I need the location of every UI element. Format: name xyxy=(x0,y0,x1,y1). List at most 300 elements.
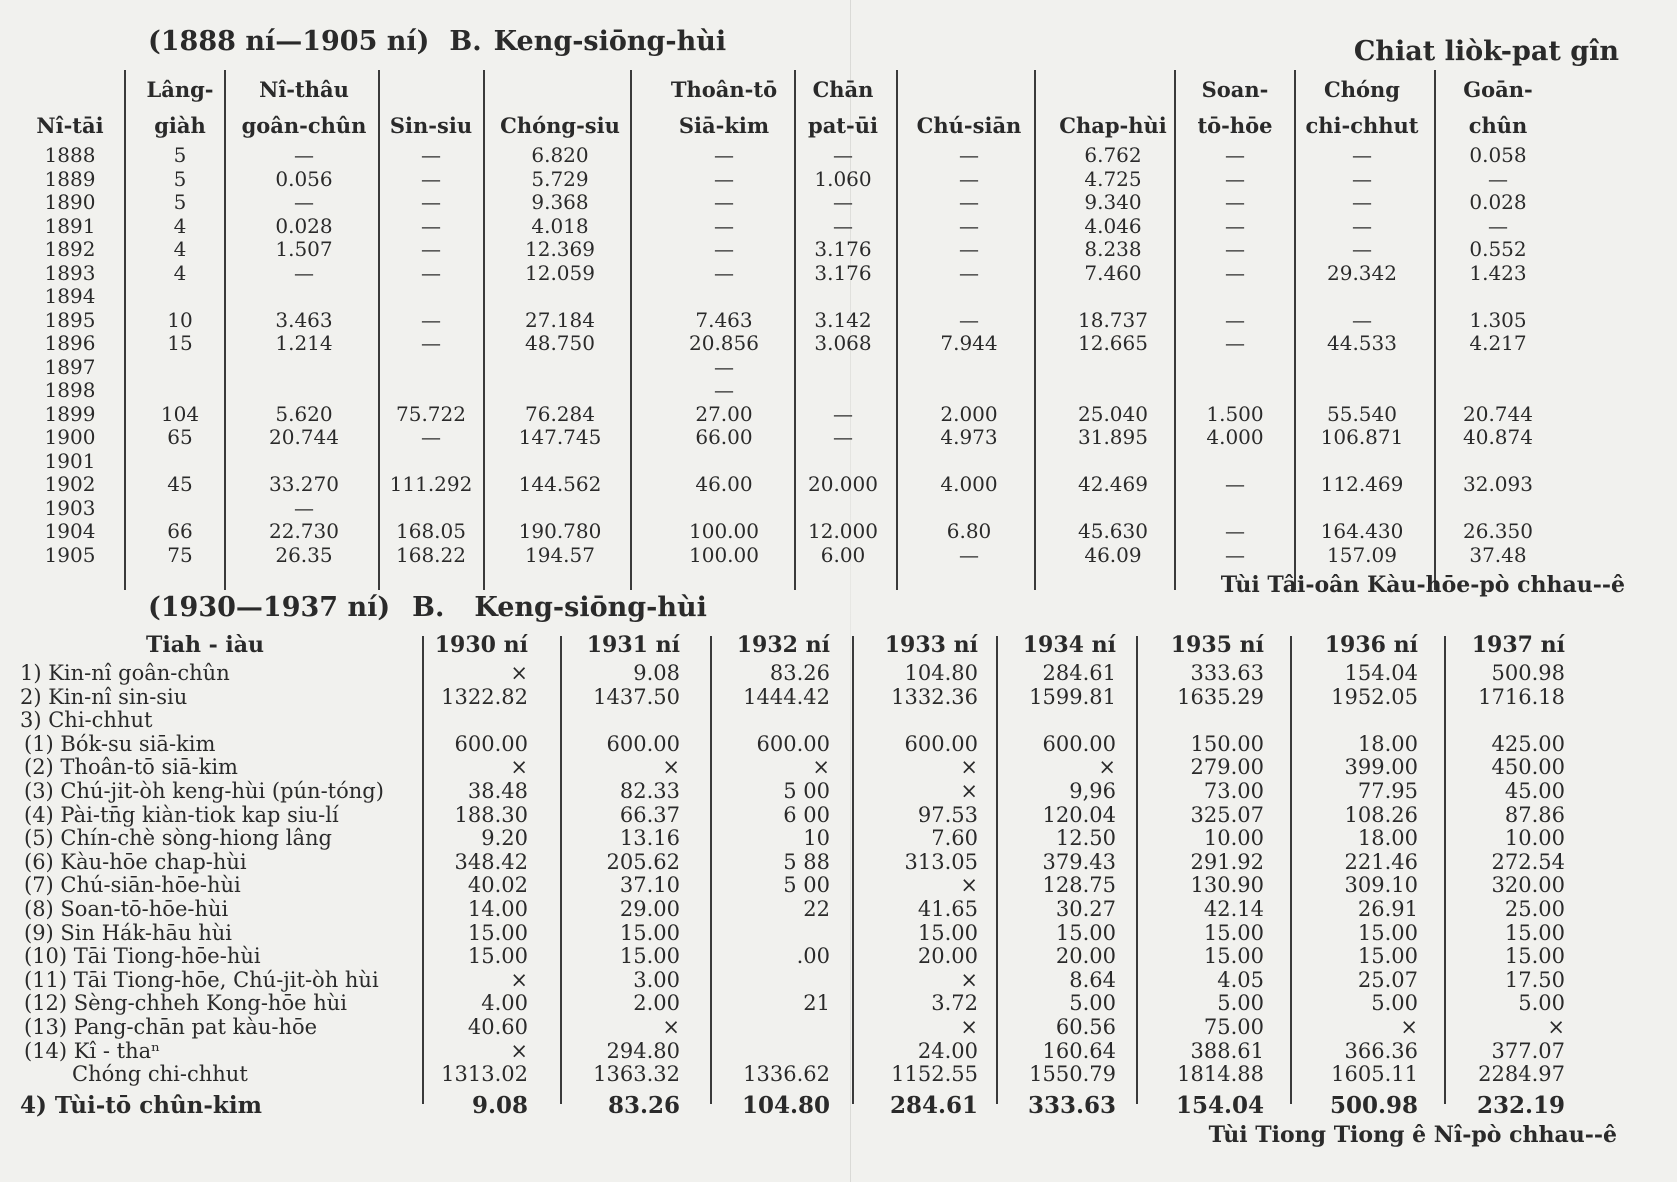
table2-cell: 15.00 xyxy=(619,920,680,945)
table1-cell: 168.05 xyxy=(396,519,466,543)
table2-cell: × xyxy=(662,755,680,780)
table1-cell: 1896 xyxy=(44,331,96,355)
table2-header-row xyxy=(20,626,1665,662)
table1-cell: 1894 xyxy=(44,284,96,308)
table1-cell: 0.058 xyxy=(1469,143,1527,167)
column-divider xyxy=(630,70,632,590)
table2-cell: 18.00 xyxy=(1357,731,1418,756)
table1-cell: — xyxy=(959,213,979,238)
table2-cell: 232.19 xyxy=(1476,1091,1565,1119)
table1-header-row xyxy=(28,64,1664,144)
table1-cell: 1904 xyxy=(44,519,96,543)
table2-cell: 45.00 xyxy=(1504,778,1565,803)
table2-cell: 37.10 xyxy=(619,873,680,898)
table1-cell: — xyxy=(714,190,734,214)
table1-header-7 xyxy=(904,108,1034,144)
table2-source-note: Tùi Tiong Tiong ê Nî-pò chhau--ê xyxy=(1208,1122,1617,1148)
table-row xyxy=(28,403,1664,427)
table2-row-label: (6) Kàu-hōe chap-hùi xyxy=(24,849,247,874)
table1-cell: 1.060 xyxy=(814,166,872,191)
table-row xyxy=(28,426,1664,450)
table2-cell: 1550.79 xyxy=(1029,1062,1116,1087)
table2-cell: 8.64 xyxy=(1069,967,1116,992)
column-divider xyxy=(996,636,998,1104)
table1-cell: 7.944 xyxy=(940,331,998,355)
table2-row-label: (13) Pang-chān pat kàu-hōe xyxy=(24,1014,318,1039)
column-divider xyxy=(1444,636,1446,1104)
table1-header-line2: Nî-tāi xyxy=(36,113,104,138)
table2-cell: 1952.05 xyxy=(1331,684,1418,709)
table1-cell: — xyxy=(833,190,853,214)
table-row xyxy=(20,1091,1665,1121)
table2-cell: 83.26 xyxy=(769,661,830,685)
table1-cell: — xyxy=(1488,166,1508,191)
table1-cell: 20.856 xyxy=(689,331,759,355)
table2-cell: × xyxy=(960,755,978,780)
table2-cell: 66.37 xyxy=(619,802,680,827)
table1-title-years: (1888 ní—1905 ní) xyxy=(148,26,430,57)
table1-cell: 1889 xyxy=(44,166,96,191)
table1-header-line2: Siā-kim xyxy=(678,113,770,138)
table1-cell: 6.820 xyxy=(531,143,589,167)
column-divider xyxy=(124,70,126,590)
table2-cell: 5.00 xyxy=(1069,991,1116,1016)
table1-cell: — xyxy=(1225,260,1245,285)
table2-cell: 15.00 xyxy=(917,920,978,945)
table1-cell: — xyxy=(959,542,979,567)
table2-row-label: (10) Tāi Tiong-hōe-hùi xyxy=(24,944,261,969)
table1-cell: 194.57 xyxy=(525,542,595,567)
table1-cell: 112.469 xyxy=(1320,472,1404,496)
column-divider xyxy=(896,70,898,590)
table2-cell: 5.00 xyxy=(1518,991,1565,1016)
table2-cell: 15.00 xyxy=(467,944,528,969)
table1-cell: — xyxy=(1225,307,1245,332)
table2-cell: 600.00 xyxy=(1042,731,1116,756)
table-row xyxy=(20,756,1665,780)
table1-header-1 xyxy=(135,72,225,144)
table-row xyxy=(28,191,1664,215)
table2-cell: 160.64 xyxy=(1042,1038,1116,1063)
table2-cell: 25.00 xyxy=(1504,896,1565,921)
table1-cell: 0.028 xyxy=(275,213,333,238)
table2-cell: 388.61 xyxy=(1190,1038,1264,1063)
table1-cell: — xyxy=(959,260,979,285)
table2-cell: 154.04 xyxy=(1175,1091,1264,1119)
column-divider xyxy=(1034,70,1036,590)
table1-cell: — xyxy=(1488,213,1508,238)
table2-cell: 294.80 xyxy=(606,1038,680,1063)
table1-header-line1: Lâng- xyxy=(146,77,214,102)
table1-cell: — xyxy=(421,307,441,332)
table-row xyxy=(20,1040,1665,1064)
table2-cell: 5 88 xyxy=(783,849,830,874)
table-row xyxy=(20,804,1665,828)
table1-cell: 106.871 xyxy=(1320,425,1404,449)
table1-cell: 55.540 xyxy=(1327,401,1397,426)
table1-cell: 5.729 xyxy=(531,166,589,191)
table2-cell: × xyxy=(1547,1014,1565,1039)
table2-cell: 15.00 xyxy=(467,920,528,945)
table2-cell: 24.00 xyxy=(917,1038,978,1063)
table2-cell: 75.00 xyxy=(1203,1014,1264,1039)
table1-cell: — xyxy=(294,495,314,520)
column-divider xyxy=(1136,636,1138,1104)
table1-cell: 5.620 xyxy=(275,401,333,426)
table1-body xyxy=(28,144,1664,567)
table1-cell: 37.48 xyxy=(1469,542,1527,567)
table1-cell: — xyxy=(1225,143,1245,167)
table1-cell: 6.762 xyxy=(1084,143,1142,167)
table1-cell: 66.00 xyxy=(695,425,753,449)
table1-title xyxy=(148,26,726,57)
table2-cell: 600.00 xyxy=(904,731,978,756)
table1-cell: 1888 xyxy=(44,143,96,167)
table1-header-0 xyxy=(30,108,110,144)
table1-header-line2: Sin-siu xyxy=(389,113,473,138)
table1-cell: 100.00 xyxy=(689,519,759,543)
table1-cell: — xyxy=(421,166,441,191)
table1-cell: — xyxy=(714,378,734,402)
table1-cell: 1900 xyxy=(44,425,96,449)
table1-cell: — xyxy=(1225,166,1245,191)
table1-cell: 6.80 xyxy=(946,519,992,543)
table1-title-name: Keng-siōng-hùi xyxy=(493,26,727,57)
table1-header-line1: Chān xyxy=(812,77,874,102)
table1-cell: 33.270 xyxy=(269,472,339,496)
table2-row-label: 4) Tùi-tō chûn-kim xyxy=(20,1091,262,1119)
table-row xyxy=(20,898,1665,922)
table1-cell: 1.500 xyxy=(1206,401,1264,426)
column-divider xyxy=(224,70,226,590)
table1-cell: — xyxy=(959,190,979,214)
table1-cell: 4 xyxy=(173,213,187,238)
table2-cell: 15.00 xyxy=(619,944,680,969)
table2-row-label: (4) Pài-tn̄g kiàn-tiok kap siu-lí xyxy=(24,802,339,827)
table2-cell: 1444.42 xyxy=(743,684,830,709)
table2-cell: 5.00 xyxy=(1217,991,1264,1016)
table2-cell: 97.53 xyxy=(917,802,978,827)
table1-header-line1: Soan- xyxy=(1201,77,1269,102)
table1-cell: 1892 xyxy=(44,237,96,261)
table1-cell: 111.292 xyxy=(389,472,473,496)
table1-cell: 1901 xyxy=(44,448,96,473)
table2-cell: 10.00 xyxy=(1203,826,1264,851)
table-row xyxy=(28,450,1664,474)
table2-cell: × xyxy=(960,873,978,898)
table2-cell: 13.16 xyxy=(619,826,680,851)
table1-cell: 32.093 xyxy=(1463,472,1533,496)
table2-cell: 1322.82 xyxy=(441,684,528,709)
table2-cell: 83.26 xyxy=(607,1091,680,1119)
table1-cell: 2.000 xyxy=(940,401,998,426)
table2-cell: 25.07 xyxy=(1357,967,1418,992)
table1-cell: 1899 xyxy=(44,401,96,426)
table1-cell: 0.028 xyxy=(1469,190,1527,214)
table1-header-line1: Goān- xyxy=(1463,77,1533,102)
table-row xyxy=(28,356,1664,380)
table2-cell: × xyxy=(510,661,528,685)
table1-cell: 75.722 xyxy=(396,401,466,426)
table1-cell: — xyxy=(1352,166,1372,191)
table1-header-line2: Chú-siān xyxy=(916,113,1022,138)
table1-cell: — xyxy=(421,425,441,449)
table-row xyxy=(28,285,1664,309)
table2-row-label: (7) Chú-siān-hōe-hùi xyxy=(24,873,241,898)
table2-row-label: (2) Thoân-tō siā-kim xyxy=(24,755,238,780)
table2-cell: 1332.36 xyxy=(891,684,978,709)
table2-cell: 205.62 xyxy=(606,849,680,874)
table2-cell: 154.04 xyxy=(1344,661,1418,685)
table2-row-label: 1) Kin-nî goân-chûn xyxy=(20,661,230,685)
table1-cell: 1898 xyxy=(44,378,96,402)
table2-cell: 5 00 xyxy=(783,873,830,898)
table2-cell: 377.07 xyxy=(1491,1038,1565,1063)
table1-header-line2: tō-hōe xyxy=(1197,113,1273,138)
table1-cell: 5 xyxy=(173,143,187,167)
table2-cell: 1635.29 xyxy=(1177,684,1264,709)
table2-cell: × xyxy=(510,755,528,780)
table2-cell: 9.08 xyxy=(633,661,680,685)
column-divider xyxy=(1290,636,1292,1104)
table1-cell: 48.750 xyxy=(525,331,595,355)
table1-cell: — xyxy=(1225,237,1245,261)
table1-cell: 12.665 xyxy=(1078,331,1148,355)
table2-row-label: (12) Sèng-chheh Kong-hōe hùi xyxy=(24,991,347,1016)
table1-cell: 3.463 xyxy=(275,307,333,332)
table1-cell: — xyxy=(714,237,734,261)
table2-cell: 279.00 xyxy=(1190,755,1264,780)
table-row xyxy=(20,969,1665,993)
table2-cell: 1716.18 xyxy=(1478,684,1565,709)
table-row xyxy=(28,309,1664,333)
table2-cell: × xyxy=(510,1038,528,1063)
table1-cell: — xyxy=(1352,143,1372,167)
table-row xyxy=(20,945,1665,969)
table-row xyxy=(28,473,1664,497)
column-divider xyxy=(560,636,562,1104)
table-row xyxy=(28,497,1664,521)
table1-cell: 46.09 xyxy=(1084,542,1142,567)
table1-cell: — xyxy=(421,190,441,214)
table1-cell: — xyxy=(714,143,734,167)
table1-cell: 1.507 xyxy=(275,237,333,261)
table1-cell: — xyxy=(294,143,314,167)
table2-row-label: 2) Kin-nî sin-siu xyxy=(20,684,188,709)
table1-cell: 3.176 xyxy=(814,237,872,261)
table1-cell: 4.018 xyxy=(531,213,589,238)
table2-cell: × xyxy=(1400,1014,1418,1039)
table1-cell: 10 xyxy=(167,307,193,332)
table2-cell: 9,96 xyxy=(1069,778,1116,803)
table1-cell: 104 xyxy=(160,401,200,426)
table1-cell: 1895 xyxy=(44,307,96,332)
table2-row-label: 3) Chi-chhut xyxy=(20,708,153,733)
table1-header-line2: chi-chhut xyxy=(1305,113,1419,138)
table2-cell: × xyxy=(960,967,978,992)
table1-cell: 18.737 xyxy=(1078,307,1148,332)
table2-cell: 120.04 xyxy=(1042,802,1116,827)
table2-cell: 4.00 xyxy=(481,991,528,1016)
table2-title xyxy=(148,592,707,623)
table1-header-line2: giàh xyxy=(154,113,206,138)
table1-cell: 44.533 xyxy=(1327,331,1397,355)
table2-cell: 333.63 xyxy=(1027,1091,1116,1119)
table1-cell: — xyxy=(714,260,734,285)
table1-cell: — xyxy=(1225,519,1245,543)
table1-cell: 8.238 xyxy=(1084,237,1142,261)
column-divider xyxy=(794,70,796,590)
table2-row-label: Chóng chi-chhut xyxy=(72,1062,248,1087)
table-row xyxy=(20,851,1665,875)
column-divider xyxy=(1434,70,1436,590)
table2-cell: 38.48 xyxy=(467,778,528,803)
table1-cell: 20.744 xyxy=(1463,401,1533,426)
table1-cell: 76.284 xyxy=(525,401,595,426)
table2-cell: 1313.02 xyxy=(441,1062,528,1087)
table2-cell: 42.14 xyxy=(1203,896,1264,921)
table1-cell: 7.460 xyxy=(1084,260,1142,285)
table2-cell: 2.00 xyxy=(633,991,680,1016)
table-row xyxy=(20,733,1665,757)
table2-cell: 379.43 xyxy=(1042,849,1116,874)
table1-header-line2: chûn xyxy=(1468,113,1528,138)
table2-cell: 12.50 xyxy=(1055,826,1116,851)
table1-cell: 1890 xyxy=(44,190,96,214)
table1-cell: 168.22 xyxy=(396,542,466,567)
table2-cell: 600.00 xyxy=(606,731,680,756)
table1-cell: — xyxy=(1225,542,1245,567)
table1-cell: 9.368 xyxy=(531,190,589,214)
table2-cell: × xyxy=(960,1014,978,1039)
table-row xyxy=(20,1016,1665,1040)
table1-header-line2: Chóng-siu xyxy=(500,113,620,138)
table2-cell: 130.90 xyxy=(1190,873,1264,898)
table1-cell: 45.630 xyxy=(1078,519,1148,543)
table2-cell: 6 00 xyxy=(783,802,830,827)
table1-cell: 5 xyxy=(173,190,187,214)
table2-cell: 15.00 xyxy=(1203,944,1264,969)
table1-cell: — xyxy=(833,213,853,238)
table-row xyxy=(20,992,1665,1016)
table1-cell: 26.35 xyxy=(275,542,333,567)
table1-cell: — xyxy=(833,401,853,426)
table1-cell: — xyxy=(959,307,979,332)
table1-cell: 4.217 xyxy=(1469,331,1527,355)
table2-cell: 10 xyxy=(803,826,830,851)
table1-cell: — xyxy=(959,143,979,167)
table2-cell: 366.36 xyxy=(1344,1038,1418,1063)
table1-cell: 6.00 xyxy=(820,542,866,567)
table2-cell: × xyxy=(960,778,978,803)
column-divider xyxy=(710,636,712,1104)
table1-cell: 66 xyxy=(167,519,193,543)
table2-cell: 1605.11 xyxy=(1331,1062,1418,1087)
table1-cell: 42.469 xyxy=(1078,472,1148,496)
column-divider xyxy=(483,70,485,590)
table2-cell: 73.00 xyxy=(1203,778,1264,803)
table1 xyxy=(28,64,1664,567)
table1-cell: 1.423 xyxy=(1469,260,1527,285)
table-row xyxy=(28,144,1664,168)
table2-cell: 284.61 xyxy=(889,1091,978,1119)
table2-cell: 15.00 xyxy=(1357,920,1418,945)
table2-cell: 30.27 xyxy=(1055,896,1116,921)
table2-cell: 5.00 xyxy=(1371,991,1418,1016)
table1-cell: 12.059 xyxy=(525,260,595,285)
table2-cell: 150.00 xyxy=(1190,731,1264,756)
table2-row-label: (5) Chín-chè sòng-hiong lâng xyxy=(24,826,332,851)
table1-cell: — xyxy=(714,213,734,238)
table1-cell: — xyxy=(421,237,441,261)
table2-cell: 15.00 xyxy=(1357,944,1418,969)
table-row xyxy=(28,379,1664,403)
table1-cell: 147.745 xyxy=(518,425,602,449)
table1-cell: — xyxy=(959,237,979,261)
table1-cell: 1893 xyxy=(44,260,96,285)
table2-label-header: Tiah - iàu xyxy=(146,632,265,658)
table1-cell: 29.342 xyxy=(1327,260,1397,285)
table-row xyxy=(20,662,1665,686)
column-divider xyxy=(1174,70,1176,590)
table1-header-line1: Nî-thâu xyxy=(259,77,349,102)
table1-cell: 12.000 xyxy=(808,519,878,543)
table1-cell: 31.895 xyxy=(1078,425,1148,449)
table1-header-11 xyxy=(1443,72,1553,144)
table1-cell: 15 xyxy=(167,331,193,355)
table1-cell: — xyxy=(421,143,441,167)
table1-header-line2: Chap-hùi xyxy=(1059,113,1167,138)
table2-year-header: 1935 ní xyxy=(1170,632,1264,658)
table-row xyxy=(28,168,1664,192)
table2-row-label: (8) Soan-tō-hōe-hùi xyxy=(24,896,229,921)
table2-cell: 87.86 xyxy=(1504,802,1565,827)
table2-cell: 5 00 xyxy=(783,778,830,803)
table2-cell: 284.61 xyxy=(1042,661,1116,685)
table1-header-5 xyxy=(654,72,794,144)
table1-cell: 4.725 xyxy=(1084,166,1142,191)
table1-cell: — xyxy=(1352,213,1372,238)
table1-cell: 20.744 xyxy=(269,425,339,449)
table2-cell: 1152.55 xyxy=(891,1062,978,1087)
table2-cell: 3.72 xyxy=(931,991,978,1016)
table2-cell: 15.00 xyxy=(1055,920,1116,945)
table2-cell: 1599.81 xyxy=(1029,684,1116,709)
table1-cell: 4.000 xyxy=(1206,425,1264,449)
table1-cell: 190.780 xyxy=(518,519,602,543)
table-row xyxy=(20,827,1665,851)
table2-cell: × xyxy=(1098,755,1116,780)
table2-cell: × xyxy=(510,967,528,992)
table1-cell: — xyxy=(714,354,734,379)
table2-cell: 309.10 xyxy=(1344,873,1418,898)
table2-cell: 29.00 xyxy=(619,896,680,921)
table2-year-header: 1933 ní xyxy=(884,632,978,658)
table2-cell: .00 xyxy=(796,944,830,969)
table2-cell: 291.92 xyxy=(1190,849,1264,874)
table2-cell: 450.00 xyxy=(1491,755,1565,780)
table2-cell: 1363.32 xyxy=(593,1062,680,1087)
table2-cell: 1437.50 xyxy=(593,684,680,709)
table2-cell: 108.26 xyxy=(1344,802,1418,827)
table2-cell: 10.00 xyxy=(1504,826,1565,851)
table1-cell: — xyxy=(421,331,441,355)
table1-cell: 100.00 xyxy=(689,542,759,567)
table1-header-10 xyxy=(1292,72,1432,144)
table1-cell: — xyxy=(833,425,853,449)
table1-header-3 xyxy=(381,108,481,144)
table-row xyxy=(20,686,1665,710)
